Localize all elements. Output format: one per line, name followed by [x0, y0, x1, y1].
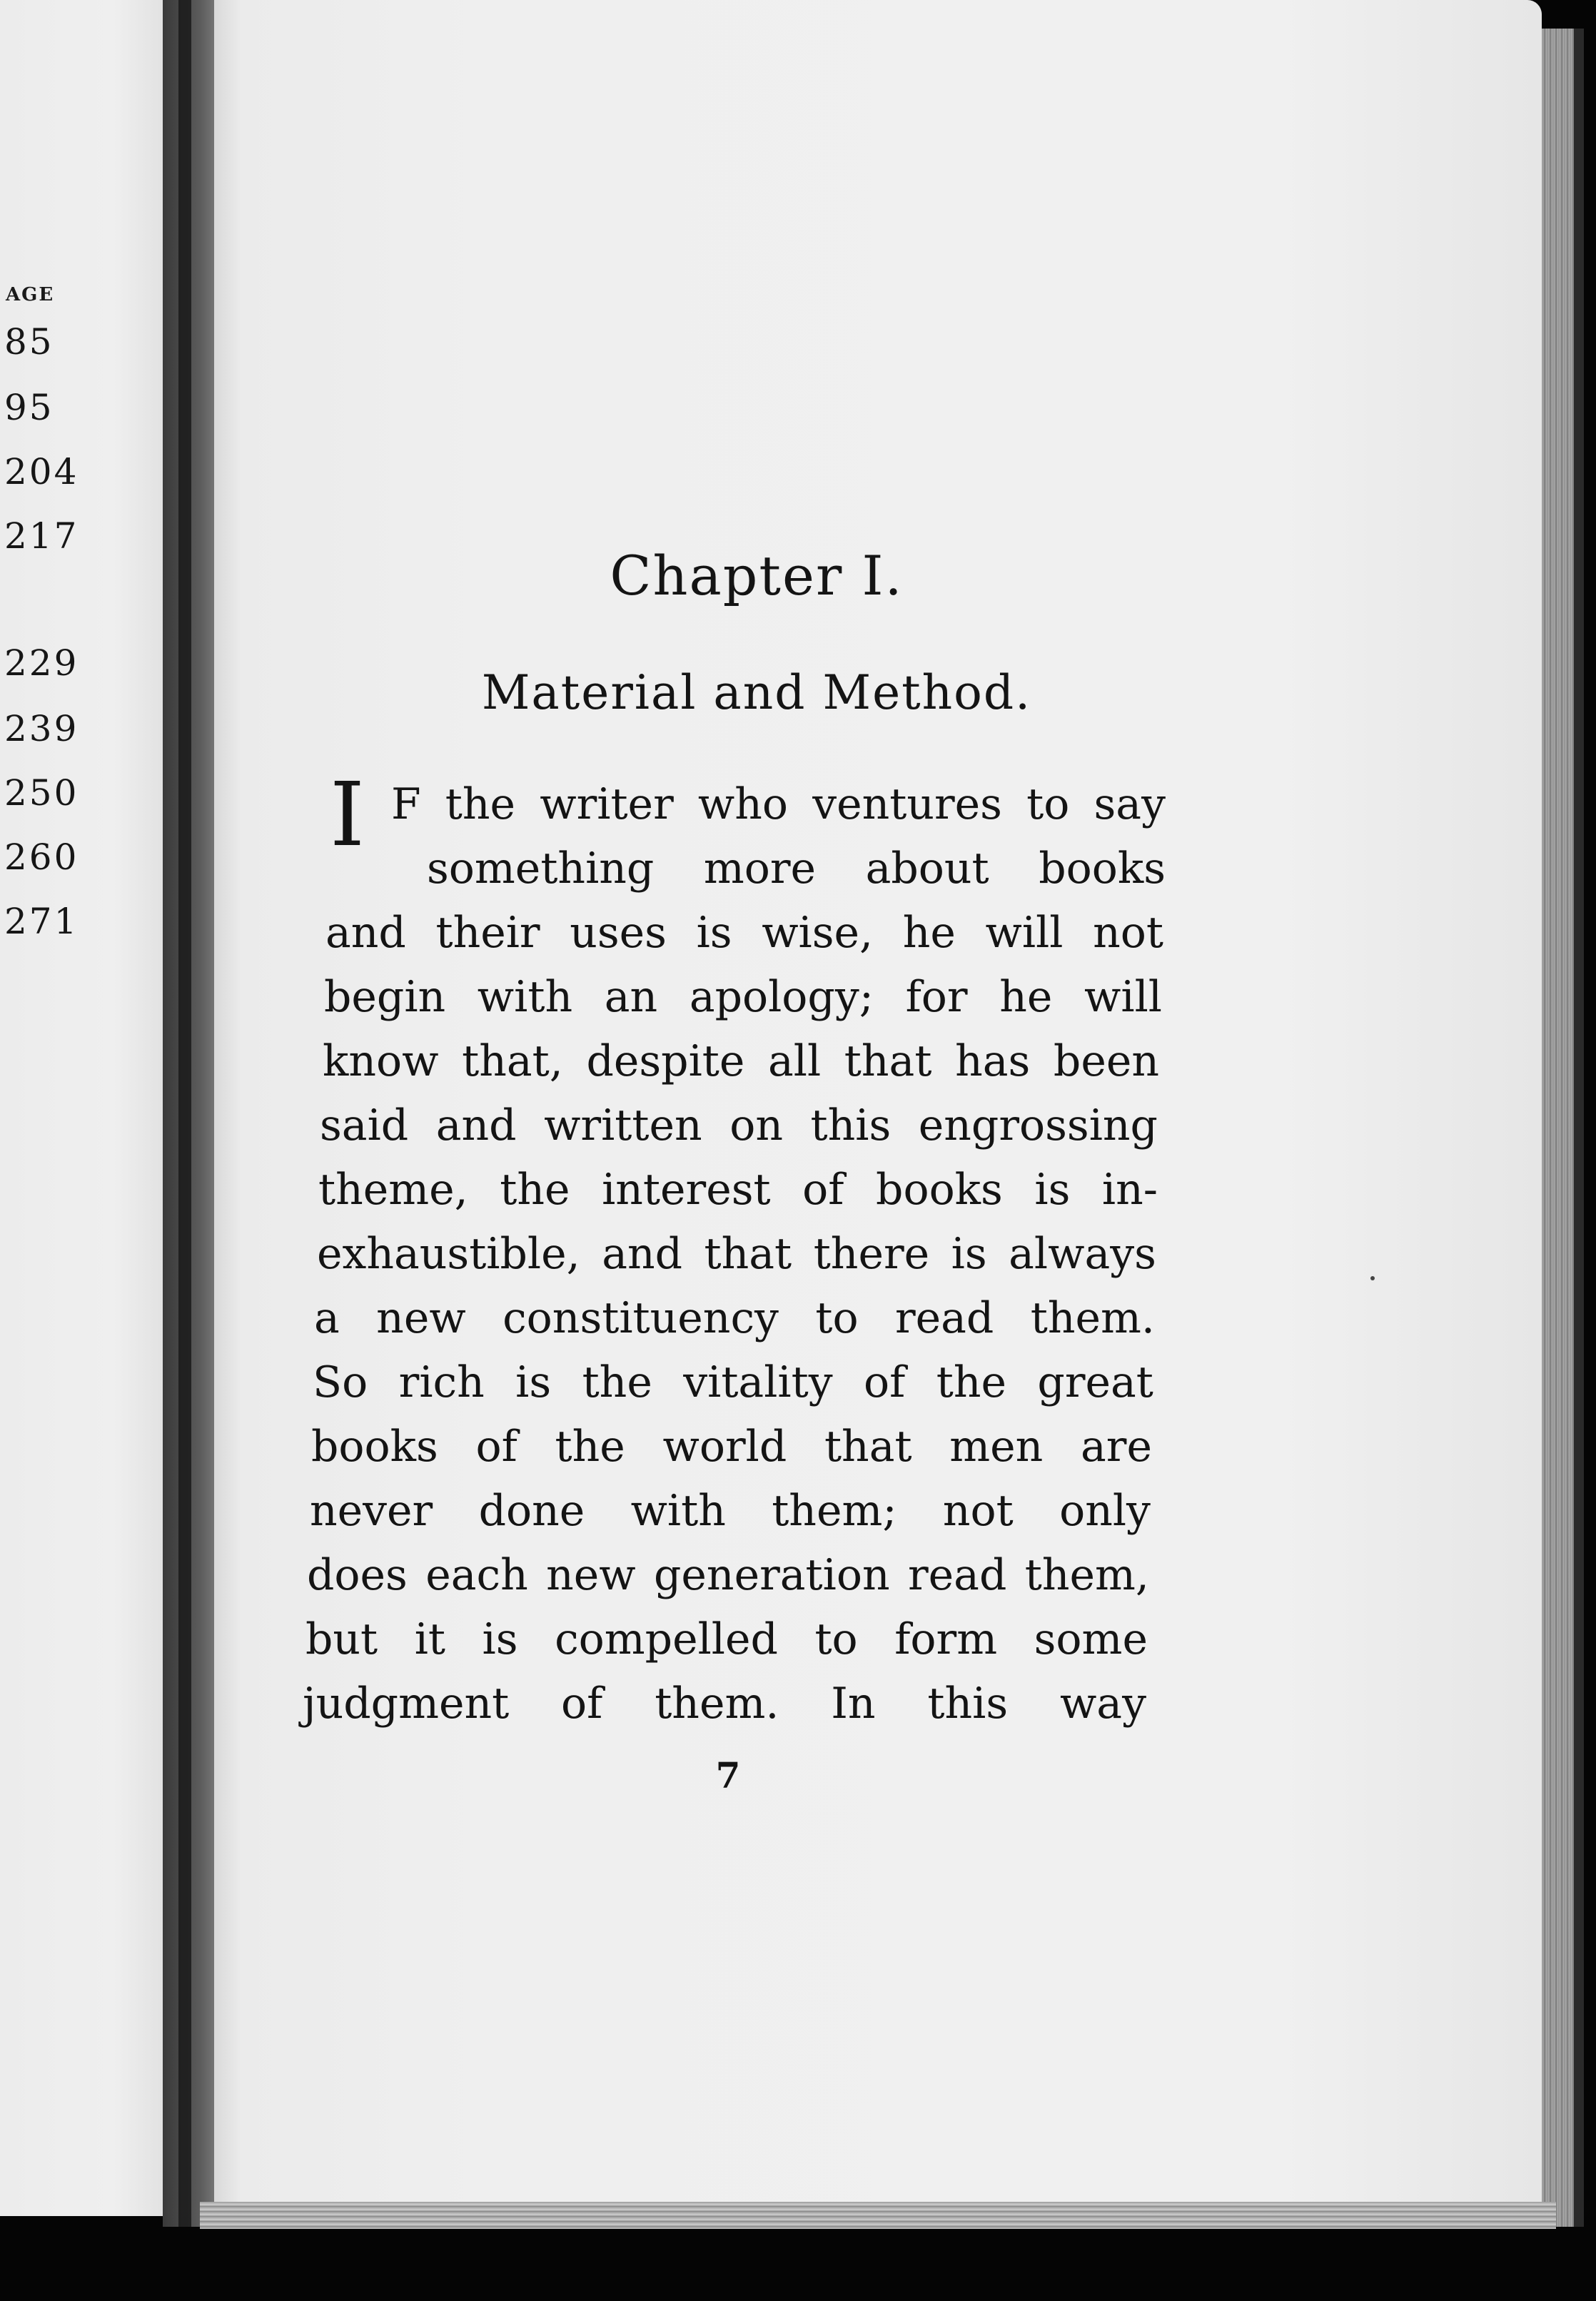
body-text-line: So rich is the vitality of the great: [313, 1357, 1153, 1407]
page-number: 7: [715, 1754, 741, 1796]
body-text-line: begin with an apology; for he will: [324, 972, 1162, 1022]
body-text-line: theme, the interest of books is in-: [318, 1165, 1158, 1215]
body-text-line: books of the world that men are: [311, 1422, 1152, 1472]
toc-page-number: 95: [4, 387, 54, 428]
body-text-line: know that, despite all that has been: [323, 1036, 1159, 1086]
body-text-line: F the writer who ventures to say: [391, 779, 1166, 829]
body-text-line: judgment of them. In this way: [303, 1679, 1146, 1729]
body-text-line: and their uses is wise, he will not: [325, 908, 1163, 958]
toc-page-number: 271: [4, 901, 79, 942]
drop-cap: I: [330, 764, 365, 866]
toc-page-number: 239: [4, 708, 79, 749]
body-text-line: never done with them; not only: [310, 1486, 1151, 1536]
toc-page-column-header: AGE: [6, 284, 55, 305]
previous-page: [0, 0, 163, 2216]
gutter-shadow: [178, 0, 191, 2227]
chapter-subtitle: Material and Method.: [481, 665, 1032, 720]
body-text-line: said and written on this engrossing: [320, 1101, 1158, 1150]
body-text-line: exhaustible, and that there is always: [317, 1229, 1156, 1279]
toc-page-number: 229: [4, 642, 79, 684]
body-text-line: a new constituency to read them.: [314, 1293, 1155, 1343]
toc-page-number: 250: [4, 772, 79, 814]
dust-speck: [1370, 1276, 1375, 1280]
toc-page-number: 85: [4, 321, 54, 363]
body-text-line: but it is compelled to form some: [305, 1614, 1148, 1664]
toc-page-number: 260: [4, 836, 79, 878]
chapter-title: Chapter I.: [610, 544, 904, 607]
page-bottom-edge: [200, 2202, 1556, 2229]
toc-page-number: 204: [4, 451, 79, 492]
toc-page-number: 217: [4, 515, 79, 557]
body-text-line: something more about books: [427, 844, 1166, 894]
body-text-line: does each new generation read them,: [307, 1550, 1149, 1600]
